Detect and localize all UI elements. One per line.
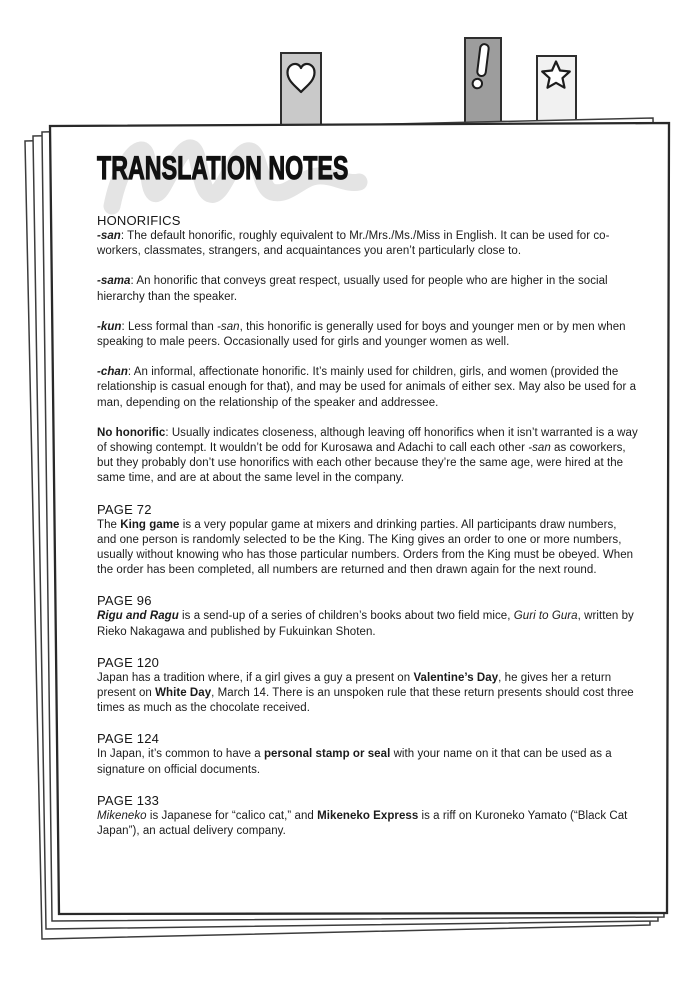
- note-paragraph: [97, 365, 639, 411]
- text-segment: , March 14. There is an unspoken rule that these return presents should cost three times as much as the chocolate received.: [97, 687, 634, 715]
- text-segment: Mikeneko Express: [317, 809, 419, 822]
- section-heading: PAGE 124: [97, 731, 160, 747]
- text-segment: Guri to Gura: [513, 610, 578, 623]
- text-segment: -san: [217, 320, 240, 333]
- section-heading: HONORIFICS: [97, 213, 181, 228]
- text-segment: is a send-up of a series of children’s books about two field mice,: [178, 610, 514, 623]
- note-paragraph: [97, 671, 639, 717]
- section-heading: PAGE 72: [97, 501, 152, 517]
- section-heading: PAGE 120: [97, 654, 160, 670]
- notes-sections: [97, 213, 639, 854]
- text-segment: Mikeneko: [97, 809, 147, 822]
- notes-section: [97, 731, 639, 777]
- text-segment: Rigu and Ragu: [97, 610, 179, 623]
- text-segment: is a riff on Kuroneko Yamato (“Black Cat Japan”), an actual delivery company.: [97, 809, 628, 838]
- notes-section: [97, 793, 639, 839]
- text-segment: personal stamp or seal: [263, 748, 391, 761]
- text-segment: , written by Rieko Nakagawa and published by Fukuinkan Shoten.: [97, 610, 634, 638]
- text-segment: King game: [120, 518, 180, 531]
- note-paragraph: [97, 809, 639, 839]
- text-segment: -san: [97, 230, 121, 242]
- text-segment: -san: [528, 442, 551, 455]
- text-segment: : The default honorific, roughly equivalent to Mr./Mrs./Ms./Miss in English. It can be used for co-workers, classmates, strangers, and acquaintances you aren’t particularly close to.: [97, 230, 610, 258]
- section-heading: PAGE 133: [97, 792, 160, 808]
- note-paragraph: [97, 320, 639, 350]
- notes-section: [97, 655, 639, 717]
- text-segment: -chan: [97, 366, 128, 379]
- text-segment: is Japanese for “calico cat,” and: [146, 809, 318, 822]
- text-segment: Valentine’s Day: [413, 671, 499, 684]
- section-heading: PAGE 96: [97, 593, 152, 609]
- text-segment: Japan has a tradition where, if a girl gives a guy a present on: [97, 671, 414, 684]
- text-segment: : Usually indicates closeness, although leaving off honorifics when it isn’t warranted is a way of showing contempt. It wouldn’t be odd for Kurosawa and Adachi to call each other: [97, 426, 638, 455]
- text-segment: with your name on it that can be used as a signature on official documents.: [97, 748, 612, 776]
- text-segment: , he gives her a return present on: [97, 671, 612, 700]
- text-segment: , this honorific is generally used for boys and younger men or by men when speaking to male peers. Occasionally used for girls and younger women as well.: [97, 320, 626, 349]
- text-segment: No honorific: [97, 426, 166, 439]
- text-segment: White Day: [155, 687, 212, 700]
- note-paragraph: [97, 518, 639, 579]
- note-paragraph: [97, 426, 639, 487]
- page-title: TRANSLATION NOTES: [97, 150, 349, 187]
- text-segment: The: [97, 518, 121, 531]
- text-segment: : An informal, affectionate honorific. It’s mainly used for children, girls, and women (provided the relationship is casual enough for that), and may be used for animals of either sex. May also be used for a man, depending on the relationship of the speaker and addressee.: [97, 366, 637, 409]
- text-segment: is a very popular game at mixers and drinking parties. All participants draw numbers, and one person is randomly selected to be the King. The King gives an order to one or more numbers, usually without knowing who has those particular numbers. Orders from the King must be obeyed. When the order has been completed, all numbers are returned and then drawn again for the next round.: [97, 518, 634, 577]
- text-segment: : Less formal than: [121, 320, 218, 333]
- note-paragraph: [97, 609, 639, 639]
- text-segment: as coworkers, but they probably don’t use honorifics with each other because they’re the same age, were hired at the same time, and are at about the same level in the company.: [97, 442, 626, 485]
- text-segment: -sama: [97, 275, 131, 288]
- text-segment: -kun: [97, 320, 122, 333]
- notes-section: [97, 213, 639, 487]
- text-segment: : An honorific that conveys great respect, usually used for people who are higher in the social hierarchy than the speaker.: [97, 275, 608, 303]
- notes-section: [97, 593, 639, 639]
- note-paragraph: [97, 274, 639, 304]
- notes-section: [97, 502, 639, 579]
- note-paragraph: [97, 229, 639, 259]
- note-paragraph: [97, 747, 639, 777]
- text-segment: In Japan, it’s common to have a: [97, 748, 264, 761]
